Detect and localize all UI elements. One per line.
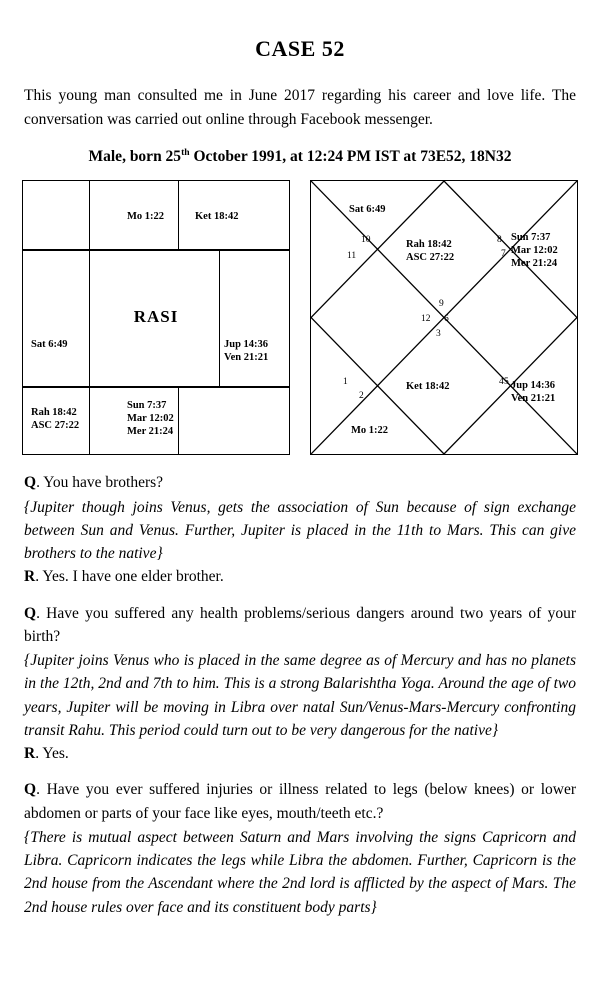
north-cell-saturn: Sat 6:49 bbox=[349, 204, 386, 216]
birth-details bbox=[24, 147, 576, 166]
qa-section bbox=[24, 471, 576, 919]
north-cell-mars: Mar 12:02 bbox=[511, 245, 558, 257]
rasi-gridline bbox=[89, 249, 219, 250]
north-cell-ketu: Ket 18:42 bbox=[406, 381, 450, 393]
qa-block-1 bbox=[24, 471, 576, 588]
question-3-text: . Have you ever suffered injuries or illness related to legs (below knees) or lower abdomen or parts of your face like eyes, mouth/teeth etc.? bbox=[24, 781, 576, 822]
rasi-cell-saturn: Sat 6:49 bbox=[31, 339, 68, 351]
rasi-gridline bbox=[23, 249, 89, 250]
north-house-number: 5 bbox=[504, 377, 509, 388]
rasi-gridline bbox=[178, 181, 179, 249]
page bbox=[0, 36, 600, 1003]
r-label: R bbox=[24, 568, 36, 586]
note-1: {Jupiter though joins Venus, gets the association of Sun because of sign exchange between Sun and Venus. Further, Jupiter is placed in the 11th to Mars. This can give brothers to the native} bbox=[24, 498, 576, 562]
rasi-gridline bbox=[89, 386, 219, 387]
rasi-cell-ketu: Ket 18:42 bbox=[195, 211, 239, 223]
birth-details-prefix: Male, born 25 bbox=[88, 148, 182, 166]
north-cell-moon: Mo 1:22 bbox=[351, 425, 389, 437]
note-2: {Jupiter joins Venus who is placed in the same degree as of Mercury and has no planets in the 12th, 2nd and 7th to him. This is a strong Balarishtha Yoga. Around the age of two years, Jupiter will be moving in Libra over natal Sun/Venus-Mars-Mercury confronting transit Rahu. This period could turn out to be very dangerous for the native} bbox=[24, 652, 576, 739]
north-indian-chart bbox=[310, 180, 578, 455]
rasi-gridline bbox=[219, 386, 289, 387]
north-house-number: 6 bbox=[444, 314, 449, 325]
note-3: {There is mutual aspect between Saturn and Mars involving the signs Capricorn and Libra. Capricorn indicates the legs while Libra the abdomen. Further, Capricorn is the 2nd house from the Ascendant where the 2nd lord is afflicted by the aspect of Mars. The 2nd house rules over face and its constituent body parts} bbox=[24, 828, 576, 916]
birth-details-suffix: October 1991, at 12:24 PM IST at 73E52, 18N32 bbox=[189, 148, 512, 166]
rasi-chart bbox=[22, 180, 290, 455]
north-cell-ascendant: ASC 27:22 bbox=[406, 252, 455, 264]
rasi-cell-venus: Ven 21:21 bbox=[224, 352, 269, 364]
answer-1 bbox=[24, 565, 576, 588]
question-1 bbox=[24, 471, 576, 494]
question-2 bbox=[24, 602, 576, 649]
question-3 bbox=[24, 778, 576, 825]
page-title: CASE 52 bbox=[255, 36, 345, 61]
north-cell-rahu: Rah 18:42 bbox=[406, 239, 452, 251]
north-house-number: 7 bbox=[501, 249, 506, 260]
north-house-number: 9 bbox=[439, 299, 444, 310]
q-label: Q bbox=[24, 474, 37, 492]
rasi-cell-rahu: Rah 18:42 bbox=[31, 407, 77, 419]
rasi-center-label: RASI bbox=[133, 307, 179, 327]
birth-details-ordinal: th bbox=[181, 147, 190, 159]
north-cell-venus: Ven 21:21 bbox=[511, 393, 556, 405]
answer-1-text: . Yes. I have one elder brother. bbox=[35, 568, 224, 586]
rasi-cell-sun: Sun 7:37 bbox=[127, 400, 167, 412]
rasi-gridline bbox=[178, 386, 179, 454]
q-label: Q bbox=[24, 781, 37, 799]
north-house-number: 11 bbox=[347, 251, 357, 262]
rasi-gridline bbox=[219, 249, 289, 250]
intro-paragraph: This young man consulted me in June 2017 regarding his career and love life. The conversation was carried out online through Facebook messenger. bbox=[24, 87, 576, 128]
rasi-cell-jupiter: Jup 14:36 bbox=[224, 339, 269, 351]
qa-block-2 bbox=[24, 602, 576, 766]
question-1-text: . You have brothers? bbox=[36, 474, 164, 492]
north-house-number: 12 bbox=[421, 314, 431, 325]
north-house-number: 8 bbox=[497, 235, 502, 246]
north-house-number: 4 bbox=[499, 377, 504, 388]
answer-2 bbox=[24, 742, 576, 765]
r-label: R bbox=[24, 745, 36, 762]
q-label: Q bbox=[24, 604, 37, 622]
north-house-number: 3 bbox=[436, 329, 441, 340]
north-house-number: 2 bbox=[359, 391, 364, 402]
rasi-cell-ascendant: ASC 27:22 bbox=[31, 420, 80, 432]
rasi-gridline bbox=[23, 386, 89, 387]
rasi-gridline bbox=[89, 386, 90, 454]
north-house-number: 1 bbox=[343, 377, 348, 388]
rasi-gridline bbox=[89, 181, 90, 249]
answer-2-text: . Yes. bbox=[35, 745, 69, 762]
question-2-text: . Have you suffered any health problems/serious dangers around two years of your birth? bbox=[24, 604, 576, 645]
north-cell-jupiter: Jup 14:36 bbox=[511, 380, 556, 392]
north-house-number: 10 bbox=[361, 235, 371, 246]
charts-row bbox=[22, 180, 578, 455]
north-cell-mercury: Mer 21:24 bbox=[511, 258, 558, 270]
rasi-cell-mars: Mar 12:02 bbox=[127, 413, 174, 425]
qa-block-3 bbox=[24, 778, 576, 919]
rasi-cell-moon: Mo 1:22 bbox=[127, 211, 165, 223]
rasi-cell-mercury: Mer 21:24 bbox=[127, 426, 174, 438]
north-cell-sun: Sun 7:37 bbox=[511, 232, 551, 244]
